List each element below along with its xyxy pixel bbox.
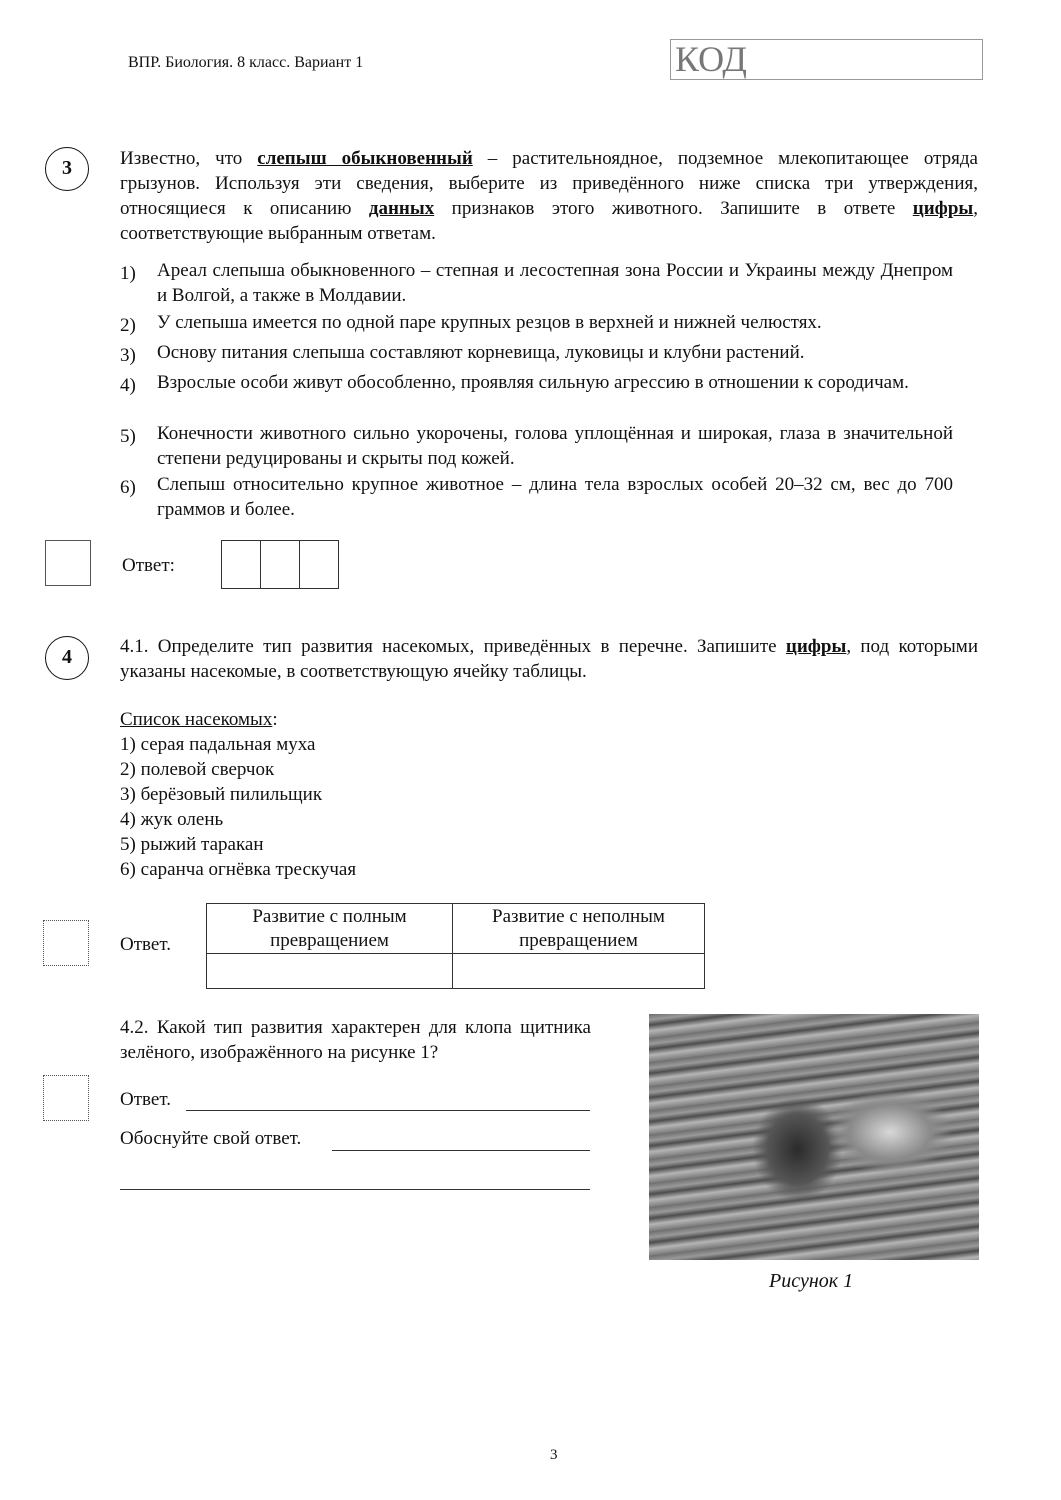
emph-cifry: цифры <box>912 198 974 219</box>
answer-cell-2[interactable] <box>260 540 300 589</box>
option-3: 3) Основу питания слепыша составляют корневища, луковицы и клубни растений. <box>120 342 805 366</box>
option-5: 5) Конечности животного сильно укорочены, голова уплощённая и широкая, глаза в значительной степени редуцированы и скрыты под кожей. <box>120 423 953 469</box>
page-header-title: ВПР. Биология. 8 класс. Вариант 1 <box>128 54 364 71</box>
option-6: 6) Слепыш относительно крупное животное – длина тела взрослых особей 20–32 см, вес до 700 граммов и более. <box>120 474 953 520</box>
input-incomplete-metamorphosis[interactable] <box>453 954 705 989</box>
input-complete-metamorphosis[interactable] <box>207 954 453 989</box>
task3-answer-label: Ответ: <box>122 555 175 576</box>
insect-list: Список насекомых: 1) серая падальная муха 2) полевой сверчок 3) берёзовый пилильщик 4) жук олень 5) рыжий таракан 6) саранча огнёвка трескучая <box>120 709 357 880</box>
task-number-3: 3 <box>45 147 89 191</box>
task4-2-question: 4.2. Какой тип развития характерен для клопа щитника зелёного, изображённого на рисунке 1? <box>120 1017 591 1063</box>
header-incomplete-metamorphosis: Развитие с неполным превращением <box>453 904 705 954</box>
list-item: 6) саранча огнёвка трескучая <box>120 859 357 880</box>
list-item: 4) жук олень <box>120 809 224 830</box>
option-4: 4) Взрослые особи живут обособленно, проявляя сильную агрессию в отношении к сородичам. <box>120 372 909 396</box>
option-1: 1) Ареал слепыша обыкновенного – степная и лесостепная зона России и Украины между Днепром и Волгой, а также в Молдавии. <box>120 260 953 306</box>
answer-cell-3[interactable] <box>299 540 339 589</box>
justify-line-1[interactable] <box>332 1150 590 1151</box>
code-label: КОД <box>675 39 747 79</box>
option-2: 2) У слепыша имеется по одной паре крупных резцов в верхней и нижней челюстях. <box>120 312 822 336</box>
figure-1-bug-photo <box>649 1014 979 1260</box>
task4-2-answer-label: Ответ. <box>120 1089 171 1110</box>
task4-1-answer-label: Ответ. <box>120 934 171 955</box>
list-item: 1) серая падальная муха <box>120 734 316 755</box>
emph-slepysh: слепыш обыкновенный <box>257 148 473 169</box>
list-item: 2) полевой сверчок <box>120 759 275 780</box>
emph-cifry-4: цифры <box>785 636 847 657</box>
figure-caption: Рисунок 1 <box>769 1270 854 1292</box>
justify-line-2[interactable] <box>120 1189 590 1190</box>
answer-line[interactable] <box>186 1110 590 1111</box>
page-number: 3 <box>550 1447 558 1463</box>
score-box-task3[interactable] <box>45 540 91 586</box>
score-box-task4-2[interactable] <box>43 1075 89 1121</box>
insect-list-title: Список насекомых <box>120 709 273 730</box>
task3-intro: Известно, что слепыш обыкновенный – растительноядное, подземное млекопитающее отряда грызунов. Используя эти сведения, выберите из приведённого ниже списка три утверждения, относящиеся к описанию данных признаков этого животного. Запишите в ответе цифры, соответствующие выбранным ответам. <box>120 148 978 244</box>
score-box-task4-1[interactable] <box>43 920 89 966</box>
code-field[interactable] <box>670 39 983 80</box>
task-number-4: 4 <box>45 636 89 680</box>
list-item: 5) рыжий таракан <box>120 834 264 855</box>
task4-1-question: 4.1. Определите тип развития насекомых, приведённых в перечне. Запишите цифры, под которыми указаны насекомые, в соответствующую ячейку таблицы. <box>120 636 978 682</box>
development-table <box>206 903 705 989</box>
emph-dannyh: данных <box>368 198 435 219</box>
justify-label: Обоснуйте свой ответ. <box>120 1128 302 1149</box>
list-item: 3) берёзовый пилильщик <box>120 784 323 805</box>
answer-cell-1[interactable] <box>221 540 261 589</box>
header-complete-metamorphosis: Развитие с полным превращением <box>207 904 453 954</box>
